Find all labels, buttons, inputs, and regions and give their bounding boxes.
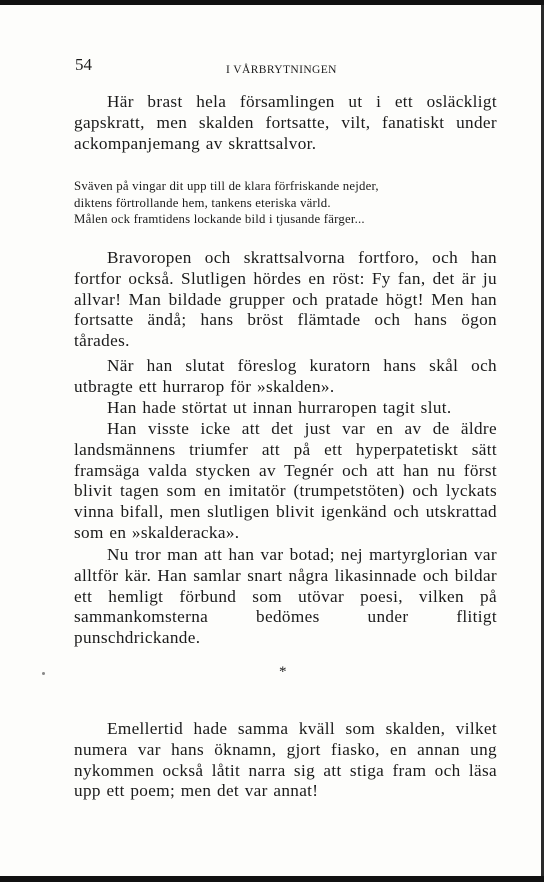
scan-speck: [42, 672, 45, 675]
poem-line-1: Sväven på vingar dit upp till de klara förfriskande nejder,: [74, 179, 379, 193]
section-separator: *: [279, 664, 287, 680]
paragraph-7: Emellertid hade samma kväll som skalden, vilket numera var hans öknamn, gjort fiasko, en annan ung nykommen också låtit narra sig att stiga fram och läsa upp ett poem; men det var annat!: [74, 719, 497, 801]
poem-line-3: Målen ock framtidens lockande bild i tjusande färger...: [74, 212, 365, 227]
paragraph-4: Han hade störtat ut innan hurraropen tagit slut.: [107, 398, 452, 417]
paragraph-3: När han slutat föreslog kuratorn hans skål och utbragte ett hurrarop för »skalden».: [74, 356, 497, 396]
paragraph-2: Bravoropen och skrattsalvorna fortforo, och han fortfor också. Slutligen hördes en röst: Fy fan, det är ju allvar! Man bildade grupper och pratade högt! Men han fortsatte ändå; hans bröst flämtade och hans ögon tårades.: [74, 248, 497, 351]
page-number: 54: [75, 55, 92, 74]
paragraph-1: Här brast hela församlingen ut i ett osläckligt gapskratt, men skalden fortsatte, vilt, fanatiskt under ackompanjemang av skrattsalvor.: [74, 92, 497, 153]
bottom-border: [0, 876, 544, 882]
running-head: I VÅRBRYTNINGEN: [226, 64, 337, 76]
paragraph-5: Han visste icke att det just var en av de äldre landsmännens triumfer att på ett hyperpatetiskt sätt framsäga valda stycken av Tegnér och att han nu först blivit tagen som en imitatör (trumpetstöten) och lyckats vinna bifall, men slutligen blivit igenkänd och utskrattad som en »skalderacka».: [74, 419, 497, 542]
poem-line-2: diktens förtrollande hem, tankens eteriska värld.: [74, 195, 331, 210]
paragraph-6: Nu tror man att han var botad; nej martyrglorian var alltför kär. Han samlar snart några likasinnade och bildar ett hemligt förbund som utövar poesi, vilken på sammankomsterna bedömes under flitigt punschdrickande.: [74, 545, 497, 648]
top-border: [0, 0, 544, 5]
poem-quote: [74, 178, 514, 228]
